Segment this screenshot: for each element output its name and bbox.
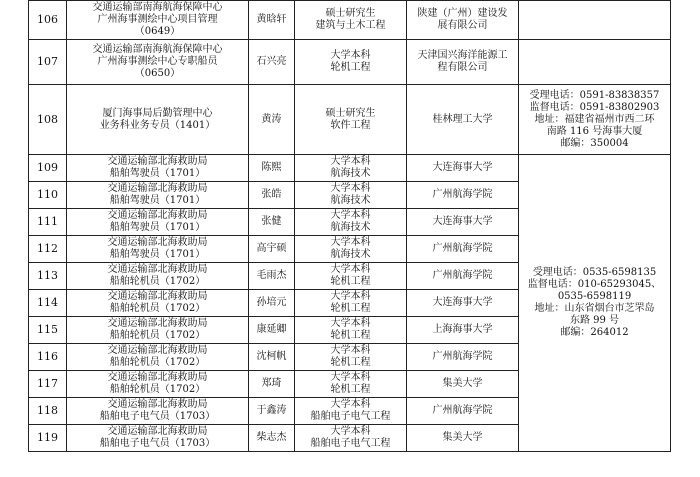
position-cell: 交通运输部北海救助局 船舶轮机员（1702） <box>67 371 249 398</box>
employer-cell: 大连海事大学 <box>407 209 519 236</box>
employer-cell: 广州航海学院 <box>407 344 519 371</box>
degree-cell: 大学本科 船舶电子电气工程 <box>295 425 407 452</box>
employer-cell: 广州航海学院 <box>407 236 519 263</box>
degree-cell: 大学本科 轮机工程 <box>295 263 407 290</box>
row-number: 119 <box>29 425 67 452</box>
table-row <box>29 155 671 182</box>
position-cell: 交通运输部北海救助局 船舶驾驶员（1701） <box>67 209 249 236</box>
name-cell: 陈熙 <box>249 155 295 182</box>
name-cell: 康延卿 <box>249 317 295 344</box>
degree-cell: 大学本科 轮机工程 <box>295 344 407 371</box>
table-row <box>29 40 671 85</box>
name-cell: 郑琦 <box>249 371 295 398</box>
contact-cell-beihai: 受理电话：0535-6598135 监督电话：010-65293045、 0535-6598119 地址：山东省烟台市芝罘岛 东路 99 号 邮编：264012 <box>519 155 671 452</box>
employer-cell: 广州航海学院 <box>407 263 519 290</box>
degree-cell: 硕士研究生 建筑与土木工程 <box>295 1 407 40</box>
name-cell: 石兴亮 <box>249 40 295 85</box>
position-cell: 交通运输部北海救助局 船舶轮机员（1702） <box>67 263 249 290</box>
degree-cell: 大学本科 航海技术 <box>295 182 407 209</box>
table-row <box>29 1 671 40</box>
name-cell: 孙培元 <box>249 290 295 317</box>
name-cell: 毛雨杰 <box>249 263 295 290</box>
row-number: 107 <box>29 40 67 85</box>
employer-cell: 广州航海学院 <box>407 182 519 209</box>
position-cell: 厦门海事局后勤管理中心 业务科业务专员（1401） <box>67 85 249 155</box>
degree-cell: 大学本科 航海技术 <box>295 209 407 236</box>
employer-cell: 陕建（广州）建设发 展有限公司 <box>407 1 519 40</box>
position-cell: 交通运输部北海救助局 船舶轮机员（1702） <box>67 344 249 371</box>
row-number: 109 <box>29 155 67 182</box>
employer-cell: 集美大学 <box>407 425 519 452</box>
employer-cell: 桂林理工大学 <box>407 85 519 155</box>
table-row <box>29 85 671 155</box>
position-cell: 交通运输部南海航海保障中心 广州海事测绘中心专职船员 （0650） <box>67 40 249 85</box>
name-cell: 沈柯帆 <box>249 344 295 371</box>
position-cell: 交通运输部北海救助局 船舶驾驶员（1701） <box>67 155 249 182</box>
row-number: 112 <box>29 236 67 263</box>
degree-cell: 大学本科 轮机工程 <box>295 317 407 344</box>
name-cell: 张健 <box>249 209 295 236</box>
position-cell: 交通运输部北海救助局 船舶驾驶员（1701） <box>67 236 249 263</box>
employer-cell: 大连海事大学 <box>407 155 519 182</box>
position-cell: 交通运输部北海救助局 船舶轮机员（1702） <box>67 317 249 344</box>
position-cell: 交通运输部南海航海保障中心 广州海事测绘中心项目管理 （0649） <box>67 1 249 40</box>
name-cell: 张皓 <box>249 182 295 209</box>
row-number: 114 <box>29 290 67 317</box>
employer-cell: 广州航海学院 <box>407 398 519 425</box>
degree-cell: 硕士研究生 软件工程 <box>295 85 407 155</box>
name-cell: 黄涛 <box>249 85 295 155</box>
degree-cell: 大学本科 轮机工程 <box>295 371 407 398</box>
row-number: 116 <box>29 344 67 371</box>
name-cell: 黄晗轩 <box>249 1 295 40</box>
row-number: 108 <box>29 85 67 155</box>
name-cell: 于鑫涛 <box>249 398 295 425</box>
position-cell: 交通运输部北海救助局 船舶电子电气员（1703） <box>67 398 249 425</box>
employer-cell: 上海海事大学 <box>407 317 519 344</box>
degree-cell: 大学本科 轮机工程 <box>295 290 407 317</box>
employer-cell: 集美大学 <box>407 371 519 398</box>
name-cell: 柴志杰 <box>249 425 295 452</box>
employer-cell: 大连海事大学 <box>407 290 519 317</box>
row-number: 111 <box>29 209 67 236</box>
degree-cell: 大学本科 航海技术 <box>295 236 407 263</box>
degree-cell: 大学本科 轮机工程 <box>295 40 407 85</box>
contact-cell-empty <box>519 40 671 85</box>
position-cell: 交通运输部北海救助局 船舶轮机员（1702） <box>67 290 249 317</box>
employer-cell: 天津国兴海洋能源工 程有限公司 <box>407 40 519 85</box>
row-number: 117 <box>29 371 67 398</box>
contact-cell-empty <box>519 1 671 40</box>
row-number: 113 <box>29 263 67 290</box>
row-number: 106 <box>29 1 67 40</box>
row-number: 115 <box>29 317 67 344</box>
contact-cell-xiamen: 受理电话：0591-83838357 监督电话：0591-83802903 地址：福建省福州市西二环 南路 116 号海事大厦 邮编：350004 <box>519 85 671 155</box>
row-number: 118 <box>29 398 67 425</box>
row-number: 110 <box>29 182 67 209</box>
position-cell: 交通运输部北海救助局 船舶驾驶员（1701） <box>67 182 249 209</box>
position-cell: 交通运输部北海救助局 船舶电子电气员（1703） <box>67 425 249 452</box>
degree-cell: 大学本科 航海技术 <box>295 155 407 182</box>
degree-cell: 大学本科 船舶电子电气工程 <box>295 398 407 425</box>
name-cell: 高宇硕 <box>249 236 295 263</box>
results-table <box>28 0 671 452</box>
